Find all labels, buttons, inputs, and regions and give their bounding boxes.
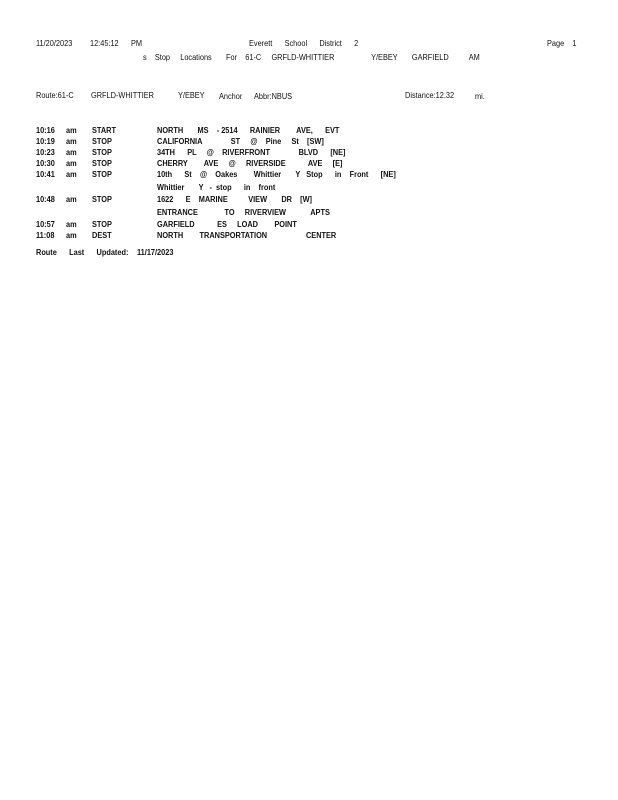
stop-type: STOP [92, 195, 112, 204]
stop-type: START [92, 126, 116, 135]
stop-type: STOP [92, 159, 112, 168]
stop-ampm: am [66, 170, 77, 179]
stop-ampm: am [66, 220, 77, 229]
route-abbr: Abbr:NBUS [254, 92, 293, 101]
last-updated-date: 11/17/2023 [137, 248, 174, 257]
last-updated-label: Route Last Updated: [36, 248, 129, 257]
stop-ampm: am [66, 137, 77, 146]
stop-ampm: am [66, 231, 77, 240]
report-ampm: PM [131, 39, 143, 48]
stop-location: NORTH TRANSPORTATION CENTER [157, 231, 337, 240]
stop-location-note: Whittier Y - stop in front [157, 183, 276, 192]
stop-location: CHERRY AVE @ RIVERSIDE AVE [E] [157, 159, 343, 168]
stop-time: 10:30 [36, 159, 55, 168]
stop-location: GARFIELD ES LOAD POINT [157, 220, 297, 229]
stop-time: 10:41 [36, 170, 55, 179]
report-time: 12:45:12 [90, 39, 119, 48]
stop-ampm: am [66, 159, 77, 168]
stop-time: 10:48 [36, 195, 55, 204]
route-driver: Y/EBEY [178, 91, 205, 100]
route-id: Route:61-C [36, 91, 74, 100]
stop-time: 10:57 [36, 220, 55, 229]
stop-type: STOP [92, 170, 112, 179]
stop-location: 1622 E MARINE VIEW DR [W] [157, 195, 312, 204]
stop-type: STOP [92, 137, 112, 146]
stop-time: 11:08 [36, 231, 55, 240]
stop-type: DEST [92, 231, 112, 240]
page-number: Page 1 [547, 39, 577, 48]
distance-unit: mi. [475, 92, 485, 101]
stop-location: 34TH PL @ RIVERFRONT BLVD [NE] [157, 148, 346, 157]
route-name: GRFLD-WHITTIER [91, 91, 154, 100]
stop-ampm: am [66, 195, 77, 204]
stop-type: STOP [92, 220, 112, 229]
stop-type: STOP [92, 148, 112, 157]
stop-ampm: am [66, 148, 77, 157]
stop-location-note: ENTRANCE TO RIVERVIEW APTS [157, 208, 330, 217]
route-anchor: Anchor [219, 92, 243, 101]
report-subtitle: s Stop Locations For 61-C GRFLD-WHITTIER Y/EBEY GARFIELD AM [143, 53, 480, 62]
stop-time: 10:19 [36, 137, 55, 146]
stop-time: 10:23 [36, 148, 55, 157]
district-title: Everett School District 2 [249, 39, 359, 48]
route-distance: Distance:12.32 [405, 91, 455, 100]
stop-location: NORTH MS - 2514 RAINIER AVE, EVT [157, 126, 340, 135]
stop-location: 10th St @ Oakes Whittier Y Stop in Front [NE] [157, 170, 396, 179]
stop-location: CALIFORNIA ST @ Pine St [SW] [157, 137, 324, 146]
report-date: 11/20/2023 [36, 39, 73, 48]
stop-time: 10:16 [36, 126, 55, 135]
stop-ampm: am [66, 126, 77, 135]
